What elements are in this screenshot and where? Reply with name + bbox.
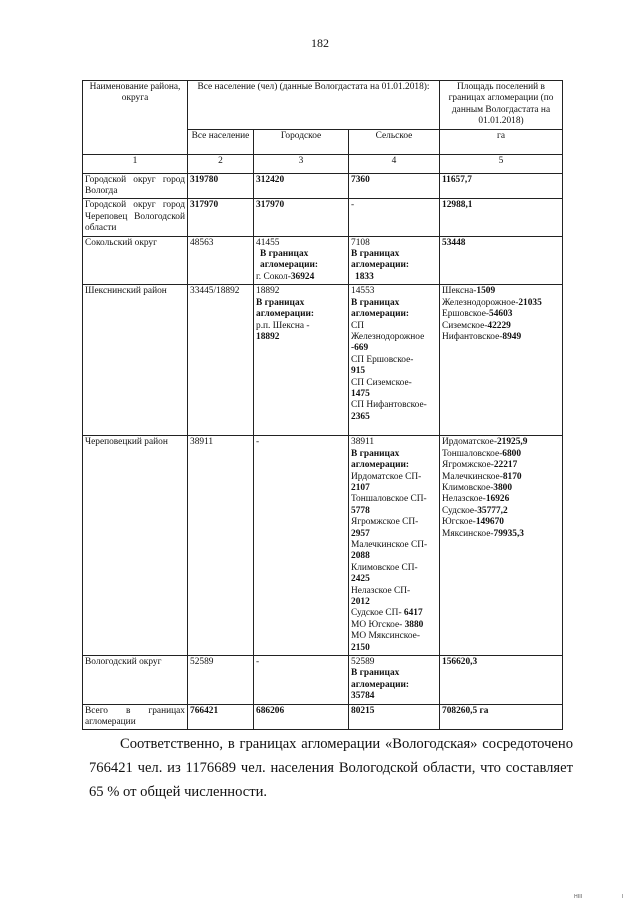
area-item-label: Тоншаловское-: [442, 448, 503, 459]
table-row: [83, 285, 563, 436]
row-total: 319780: [188, 173, 254, 199]
rural-item-value: 1475: [351, 388, 370, 399]
area-item-value: 3800: [493, 482, 513, 493]
row-area-cell: [440, 436, 563, 656]
table-row: [83, 173, 563, 199]
row-urban-note: В границах агломерации:: [260, 249, 319, 271]
rural-item-label: СП Железнодорожное: [351, 320, 425, 342]
row-urban-cell: [254, 285, 349, 436]
row-rural-cell: [349, 285, 440, 436]
area-item-label: Ирдоматское-: [442, 437, 497, 448]
rural-item-label: Нелазское СП-: [351, 585, 411, 596]
row-total: 33445/18892: [188, 285, 254, 436]
area-item-value: 21035: [518, 297, 542, 308]
row-rural: 52589: [351, 657, 375, 667]
row-name: Городской округ город Вологда: [83, 173, 188, 199]
rural-item-value: 2107: [351, 482, 370, 493]
rural-item-value: 2150: [351, 642, 370, 653]
area-item-label: Югское-: [442, 517, 476, 528]
area-item-label: Шексна-: [442, 286, 477, 297]
row-rural-cell: [349, 236, 440, 285]
area-item-label: Нифантовское-: [442, 331, 503, 342]
area-item-value: 149670: [475, 517, 504, 528]
rural-item-label: Судское СП-: [351, 608, 402, 619]
area-item-value: 21925,9: [496, 437, 528, 448]
row-total: 38911: [188, 436, 254, 656]
area-item-value: 35777,2: [477, 505, 508, 516]
rural-item-label: Тоншаловское СП-: [351, 494, 427, 505]
rural-item-label: СП Ершовское-: [351, 354, 414, 365]
row-urban: 317970: [254, 199, 349, 236]
row-rural-cell: [349, 656, 440, 705]
row-rural: 80215: [349, 704, 440, 730]
row-urban-detail-value: 36924: [290, 271, 315, 282]
area-item-label: Климовское-: [442, 482, 494, 493]
row-area: 12988,1: [440, 199, 563, 236]
row-total: 52589: [188, 656, 254, 705]
rural-item-value: 3880: [404, 619, 424, 630]
rural-item-label: СП Нифантовское-: [351, 400, 427, 411]
row-rural: 14553: [351, 286, 375, 297]
subheader-ha: га: [440, 129, 563, 154]
table-row-total: [83, 704, 563, 730]
row-urban: 312420: [254, 173, 349, 199]
row-urban-note: В границах агломерации:: [256, 297, 315, 320]
row-rural-note: В границах агломерации:: [351, 297, 410, 320]
row-area-cell: [440, 285, 563, 436]
row-rural: 38911: [351, 437, 375, 448]
row-urban: -: [254, 436, 349, 656]
rural-item-value: 6417: [403, 608, 423, 619]
table-row: [83, 656, 563, 705]
row-name: Городской округ город Череповец Вологодской области: [83, 199, 188, 236]
row-urban-detail: г. Сокол-: [256, 271, 291, 282]
row-rural-value: 1833: [355, 271, 374, 282]
rural-item-label: Ягромжское СП-: [351, 517, 419, 528]
area-item-label: Нелазское-: [442, 494, 486, 505]
table-header-row: [83, 81, 563, 130]
area-item-value: 8949: [502, 331, 522, 342]
area-item-label: Мяксинское-: [442, 528, 494, 539]
row-urban: -: [254, 656, 349, 705]
row-total: 317970: [188, 199, 254, 236]
footer-mark-right: I: [622, 894, 624, 900]
row-urban: 41455: [256, 237, 280, 248]
subheader-urban: Городское: [254, 129, 349, 154]
area-item-value: 16926: [485, 494, 510, 505]
area-item-value: 6800: [502, 448, 521, 459]
area-item-label: Ершовское-: [442, 309, 490, 320]
row-area: 156620,3: [440, 656, 563, 705]
row-area: 11657,7: [440, 173, 563, 199]
area-item-value: 79935,3: [493, 528, 524, 539]
area-item-label: Сиземское-: [442, 320, 488, 331]
area-item-value: 1509: [476, 286, 496, 297]
area-item-value: 8170: [502, 471, 522, 482]
rural-item-value: 2425: [351, 574, 370, 585]
row-name: Вологодский округ: [83, 656, 188, 705]
area-item-value: 42229: [487, 320, 511, 331]
row-area: 708260,5 га: [440, 704, 563, 730]
row-urban-detail-value: 18892: [256, 331, 280, 342]
subheader-rural: Сельское: [349, 129, 440, 154]
header-population: Все население (чел) (данные Вологдастата на 01.01.2018):: [188, 81, 440, 130]
rural-item-value: -669: [351, 343, 369, 354]
rural-item-label: МО Югское-: [351, 619, 403, 630]
row-total: 766421: [188, 704, 254, 730]
area-item-label: Ягромжское-: [442, 460, 494, 471]
area-item-label: Судское-: [442, 505, 478, 516]
table-row: [83, 236, 563, 285]
area-item-label: Малечкинское-: [442, 471, 503, 482]
rural-item-value: 5778: [351, 505, 370, 516]
rural-item-value: 2012: [351, 596, 370, 607]
area-item-value: 54603: [489, 309, 513, 320]
row-rural: -: [349, 199, 440, 236]
rural-item-label: МО Мяксинское-: [351, 631, 420, 642]
rural-item-value: 2365: [351, 411, 370, 422]
column-number: 2: [188, 154, 254, 173]
row-name: Череповецкий район: [83, 436, 188, 656]
area-item-value: 22217: [493, 460, 518, 471]
row-urban-cell: [254, 236, 349, 285]
table-row: [83, 436, 563, 656]
column-number: 4: [349, 154, 440, 173]
header-name: Наименование района, округа: [83, 81, 188, 155]
page-number: 182: [311, 36, 329, 50]
row-name: Шекснинский район: [83, 285, 188, 436]
row-total: 48563: [188, 236, 254, 285]
footer-mark-left: HIII: [574, 894, 583, 900]
row-name: Сокольский округ: [83, 236, 188, 285]
row-rural-note: В границах агломерации:: [351, 668, 410, 690]
row-name: Всего в границах агломерации: [83, 704, 188, 730]
agglomeration-table: [82, 80, 563, 730]
rural-item-value: 915: [351, 366, 366, 377]
subheader-total: Все население: [188, 129, 254, 154]
row-urban: 18892: [256, 286, 280, 297]
area-item-label: Железнодорожное-: [442, 297, 519, 308]
row-urban: 686206: [254, 704, 349, 730]
row-rural: 7360: [349, 173, 440, 199]
rural-item-label: Ирдоматское СП-: [351, 471, 422, 482]
column-number: 3: [254, 154, 349, 173]
rural-item-label: Климовское СП-: [351, 562, 418, 573]
closing-paragraph: Соответственно, в границах агломерации «Вологодская» сосредоточено 766421 чел. из 1176689 чел. населения Вологодской области, что составляет 65 % от общей численности.: [89, 736, 573, 800]
rural-item-value: 2088: [351, 551, 370, 562]
header-area: Площадь поселений в границах агломерации (по данным Вологдастата на 01.01.2018): [440, 81, 563, 130]
rural-item-label: СП Сиземское-: [351, 377, 412, 388]
column-number-row: [83, 154, 563, 173]
row-rural: 7108: [351, 237, 370, 248]
row-rural-value: 35784: [351, 691, 375, 702]
column-number: 1: [83, 154, 188, 173]
row-urban-detail: р.п. Шексна -: [256, 320, 310, 331]
row-area: 53448: [440, 236, 563, 285]
row-rural-cell: [349, 436, 440, 656]
rural-item-value: 2957: [351, 528, 370, 539]
row-rural-note: В границах агломерации:: [351, 448, 410, 471]
column-number: 5: [440, 154, 563, 173]
row-rural-note: В границах агломерации:: [351, 249, 410, 271]
rural-item-label: Малечкинское СП-: [351, 539, 428, 550]
table-row: [83, 199, 563, 236]
